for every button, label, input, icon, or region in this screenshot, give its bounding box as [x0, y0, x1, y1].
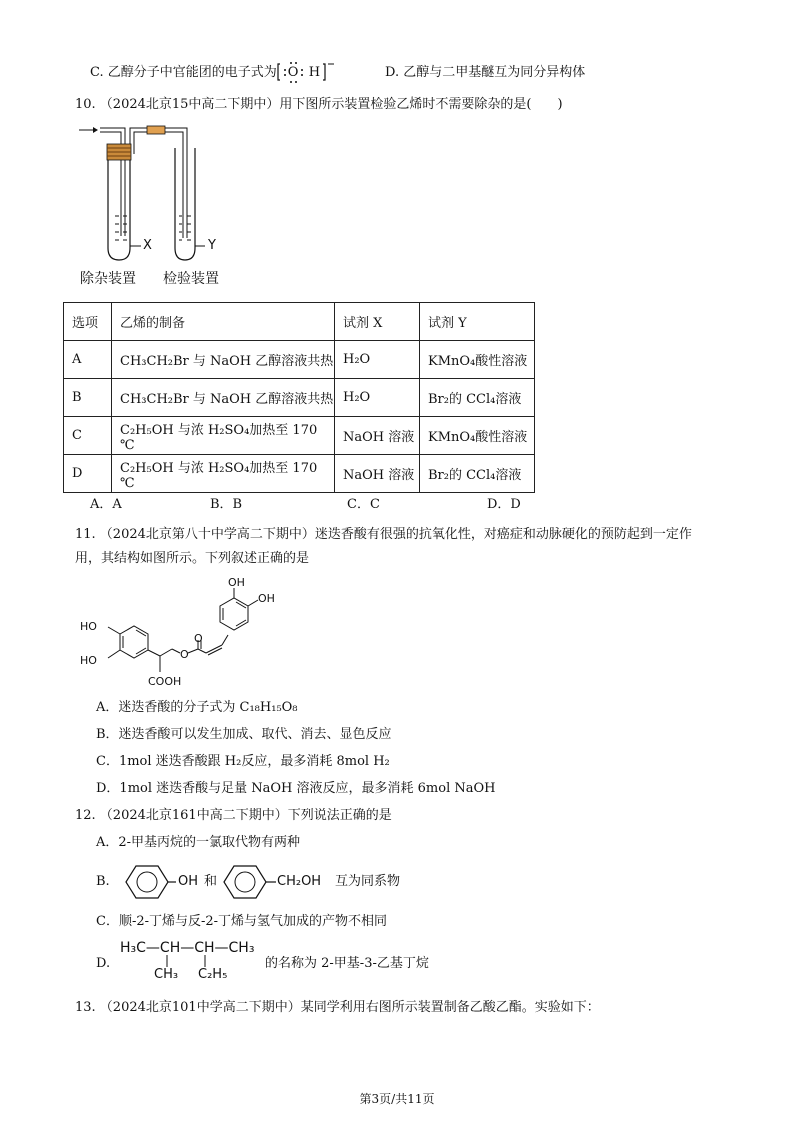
table-cell: KMnO₄酸性溶液 — [420, 341, 535, 379]
table-cell: C — [64, 417, 112, 455]
electron-formula-svg — [277, 61, 337, 83]
electron-formula — [277, 64, 337, 82]
table-cell: Br₂的 CCl₄溶液 — [420, 455, 535, 493]
q10-choice-b: B．B — [210, 497, 243, 512]
q9-option-d: D. 乙醇与二甲基醚互为同分异构体 — [385, 65, 586, 80]
struct-label-o: O — [180, 648, 189, 661]
q9-option-c-text: C. 乙醇分子中官能团的电子式为 — [90, 65, 277, 80]
struct-label-oh: OH — [228, 576, 245, 589]
benzene-ring-icon — [126, 866, 168, 898]
q11-stem-line2: 用，其结构如图所示。下列叙述正确的是 — [75, 551, 310, 566]
table-header-cell: 乙烯的制备 — [112, 303, 335, 341]
struct-label-ho: HO — [80, 620, 97, 633]
q10-choice-d: D．D — [487, 497, 521, 512]
q12-benzyl-ch2oh: CH₂OH — [277, 874, 322, 889]
table-row — [64, 455, 535, 493]
q12-option-b-label: B. — [96, 874, 110, 889]
hydrogen-symbol: H — [308, 65, 321, 80]
q12-option-c: C．顺-2-丁烯与反-2-丁烯与氢气加成的产物不相同 — [96, 914, 388, 929]
table-cell: A — [64, 341, 112, 379]
q11-option-d: D．1mol 迷迭香酸与足量 NaOH 溶液反应，最多消耗 6mol NaOH — [96, 781, 496, 796]
table-cell: NaOH 溶液 — [335, 417, 420, 455]
q12-option-d-label: D. — [96, 956, 111, 971]
q12-option-d-main-chain: H₃C—CH—CH—CH₃ — [120, 940, 255, 956]
table-cell: D — [64, 455, 112, 493]
table-cell: C₂H₅OH 与浓 H₂SO₄加热至 170 ℃ — [112, 455, 335, 493]
q10-table — [63, 302, 535, 493]
q9-option-c — [90, 64, 337, 82]
benzene-ring-icon — [224, 866, 266, 898]
q11-stem-line1: 11. （2024北京第八十中学高二下期中）迷迭香酸有很强的抗氧化性，对癌症和动脉硬化的预防起到一定作 — [75, 527, 692, 542]
table-cell: CH₃CH₂Br 与 NaOH 乙醇溶液共热 — [112, 379, 335, 417]
q10-choice-c: C．C — [347, 497, 380, 512]
label-y: Y — [208, 238, 216, 253]
table-header-cell: 试剂 X — [335, 303, 420, 341]
q11-option-a: A．迷迭香酸的分子式为 C₁₈H₁₅O₈ — [96, 700, 298, 715]
table-header-row — [64, 303, 535, 341]
table-cell: NaOH 溶液 — [335, 455, 420, 493]
apparatus-svg — [75, 118, 245, 263]
table-cell: C₂H₅OH 与浓 H₂SO₄加热至 170 ℃ — [112, 417, 335, 455]
q11-option-b: B．迷迭香酸可以发生加成、取代、消去、显色反应 — [96, 727, 392, 742]
label-test-apparatus: 检验装置 — [163, 271, 219, 287]
q13-stem: 13. （2024北京101中学高二下期中）某同学利用右图所示装置制备乙酸乙酯。实验如下： — [75, 1000, 600, 1015]
struct-label-ho: HO — [80, 654, 97, 667]
struct-label-cooh: COOH — [148, 675, 182, 688]
q12-option-a: A．2-甲基丙烷的一氯取代物有两种 — [96, 835, 301, 850]
page-footer: 第3页/共11页 — [359, 1092, 435, 1106]
label-x: X — [143, 238, 152, 253]
q12-phenol-oh: OH — [178, 874, 199, 889]
q12-option-b-suffix: 互为同系物 — [335, 874, 401, 889]
q12-option-d-sub2: C₂H₅ — [198, 967, 228, 982]
oxygen-symbol: O — [287, 65, 299, 80]
table-row — [64, 379, 535, 417]
table-cell: B — [64, 379, 112, 417]
table-row — [64, 417, 535, 455]
table-header-cell: 选项 — [64, 303, 112, 341]
q10-choice-a: A．A — [90, 497, 122, 512]
struct-label-o: O — [194, 632, 203, 645]
apparatus-figure — [75, 118, 245, 288]
table-cell: Br₂的 CCl₄溶液 — [420, 379, 535, 417]
table-cell: CH₃CH₂Br 与 NaOH 乙醇溶液共热 — [112, 341, 335, 379]
q12-and: 和 — [204, 874, 218, 889]
table-cell: H₂O — [335, 341, 420, 379]
label-purify-apparatus: 除杂装置 — [80, 271, 136, 287]
q12-stem: 12. （2024北京161中高二下期中）下列说法正确的是 — [75, 808, 392, 823]
q12-option-d-sub1: CH₃ — [154, 967, 179, 982]
table-row — [64, 341, 535, 379]
table-header-cell: 试剂 Y — [420, 303, 535, 341]
q11-option-c: C．1mol 迷迭香酸跟 H₂反应，最多消耗 8mol H₂ — [96, 754, 390, 769]
rosmarinic-acid-structure — [70, 572, 290, 697]
rubber-tube-icon — [147, 126, 165, 134]
q12-option-d-suffix: 的名称为 2-甲基-3-乙基丁烷 — [265, 956, 429, 971]
table-cell: H₂O — [335, 379, 420, 417]
struct-label-oh: OH — [258, 592, 275, 605]
table-cell: KMnO₄酸性溶液 — [420, 417, 535, 455]
q10-stem: 10. （2024北京15中高二下期中）用下图所示装置检验乙烯时不需要除杂的是( ) — [75, 97, 563, 112]
